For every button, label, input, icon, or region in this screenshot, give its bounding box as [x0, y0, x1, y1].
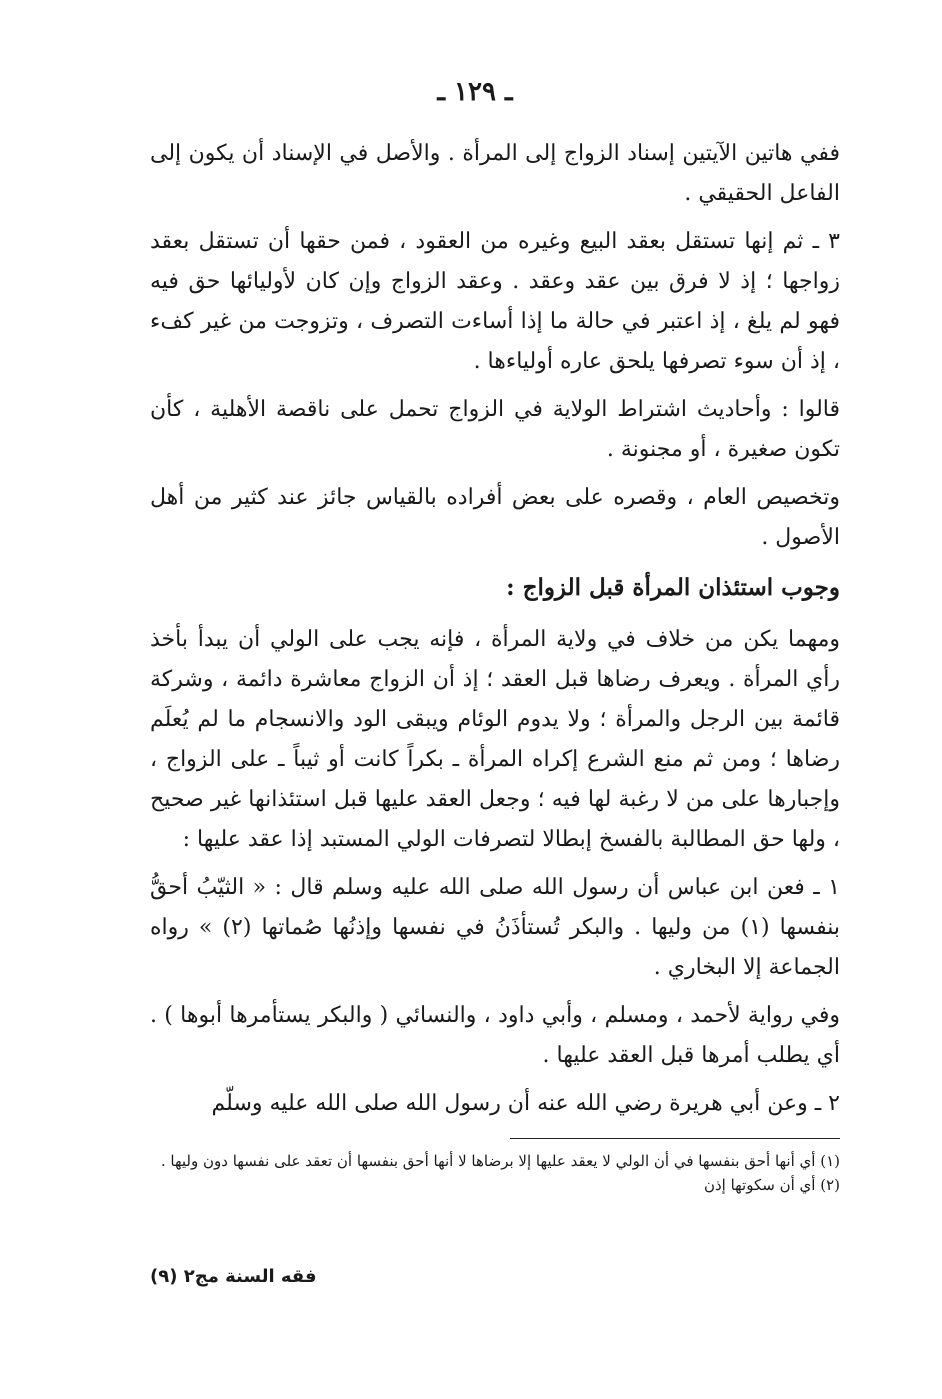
paragraph-1: ففي هاتين الآيتين إسناد الزواج إلى المرأة . والأصل في الإسناد أن يكون إلى الفاعل الحقيقي .: [150, 141, 840, 206]
paragraph-5: ومهما يكن من خلاف في ولاية المرأة ، فإنه يجب على الولي أن يبدأ بأخذ رأي المرأة . ويعرف رضاها قبل العقد ؛ إذ أن الزواج معاشرة دائمة ، وشركة قائمة بين الرجل والمرأة ؛ ولا يدوم الوئام ويبقى الود والانسجام ما لم يُعلَم رضاها ؛ ومن ثم منع الشرع إكراه المرأة ـ بكراً كانت أو ثيباً ـ على الزواج ، وإجبارها على من لا رغبة لها فيه ؛ وجعل العقد عليها قبل استئذانها غير صحيح ، ولها حق المطالبة بالفسخ إبطالا لتصرفات الولي المستبد إذا عقد عليها :: [150, 627, 840, 852]
footnote-1: (١) أي أنها أحق بنفسها في أن الولي لا يعقد عليها إلا برضاها لا أنها أحق بنفسها أن تعقد على نفسها دون وليها .: [160, 1152, 840, 1170]
footnote-2: (٢) أي أن سكوتها إذن: [703, 1176, 840, 1194]
book-reference: فقه السنة مج٢ (٩): [150, 1266, 317, 1287]
section-heading: وجوب استئذان المرأة قبل الزواج :: [506, 574, 840, 601]
footnote-divider: [510, 1138, 840, 1139]
document-page: [150, 70, 840, 1197]
page-number: ـ ١٢٩ ـ: [437, 77, 513, 107]
paragraph-8: ٢ ـ وعن أبي هريرة رضي الله عنه أن رسول الله صلى الله عليه وسلّم: [211, 1091, 840, 1116]
paragraph-6: ١ ـ فعن ابن عباس أن رسول الله صلى الله عليه وسلم قال : « الثيّبُ أحقُّ بنفسها (١) من وليها . والبكر تُستأذَنُ في نفسها وإذنُها صُماتها (٢) » رواه الجماعة إلا البخاري .: [150, 875, 840, 980]
paragraph-7: وفي رواية لأحمد ، ومسلم ، وأبي داود ، والنسائي ( والبكر يستأمرها أبوها ) . أي يطلب أمرها قبل العقد عليها .: [150, 1003, 840, 1068]
paragraph-2: ٣ ـ ثم إنها تستقل بعقد البيع وغيره من العقود ، فمن حقها أن تستقل بعقد زواجها ؛ إذ لا فرق بين عقد وعقد . وعقد الزواج وإن كان لأوليائها حق فيه فهو لم يلغ ، إذ اعتبر في حالة ما إذا أساءت التصرف ، وتزوجت من غير كفء ، إذ أن سوء تصرفها يلحق عاره أولياءها .: [150, 229, 840, 374]
paragraph-3: قالوا : وأحاديث اشتراط الولاية في الزواج تحمل على ناقصة الأهلية ، كأن تكون صغيرة ، أو مجنونة .: [150, 397, 840, 462]
paragraph-4: وتخصيص العام ، وقصره على بعض أفراده بالقياس جائز عند كثير من أهل الأصول .: [150, 485, 840, 550]
